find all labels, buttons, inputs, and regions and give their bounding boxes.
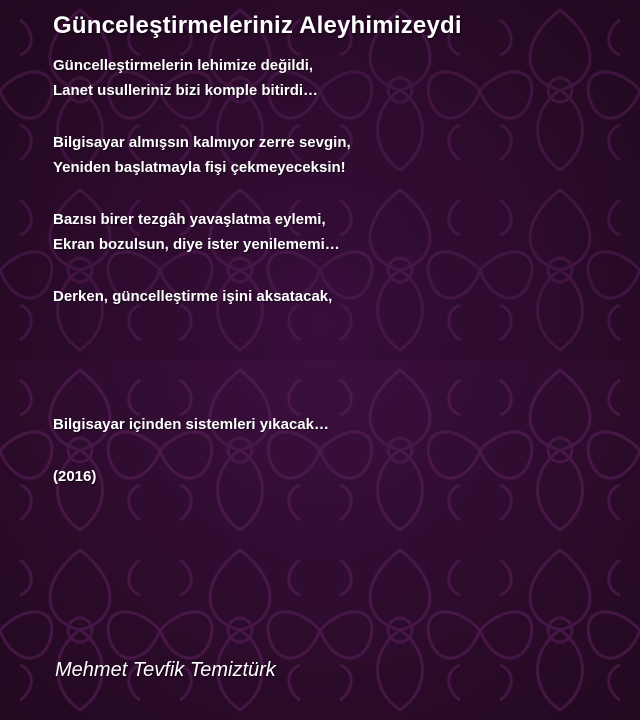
- poem-year: (2016): [53, 468, 97, 485]
- poem-line-2: Lanet usulleriniz bizi komple bitirdi…: [53, 82, 319, 99]
- poem-line-6: Ekran bozulsun, diye ister yenilememi…: [53, 236, 340, 253]
- poem-line-4: Yeniden başlatmayla fişi çekmeyeceksin!: [53, 159, 346, 176]
- poem-author: Mehmet Tevfik Temiztürk: [55, 659, 276, 681]
- poem-line-3: Bilgisayar almışsın kalmıyor zerre sevgin,: [53, 134, 351, 151]
- poem-line-8: Bilgisayar içinden sistemleri yıkacak…: [53, 416, 329, 433]
- poem-line-5: Bazısı birer tezgâh yavaşlatma eylemi,: [53, 211, 326, 228]
- poem-title: Günceleştirmeleriniz Aleyhimizeydi: [53, 12, 462, 39]
- poem-line-7: Derken, güncelleştirme işini aksatacak,: [53, 288, 333, 305]
- poem-line-1: Güncelleştirmelerin lehimize değildi,: [53, 57, 314, 74]
